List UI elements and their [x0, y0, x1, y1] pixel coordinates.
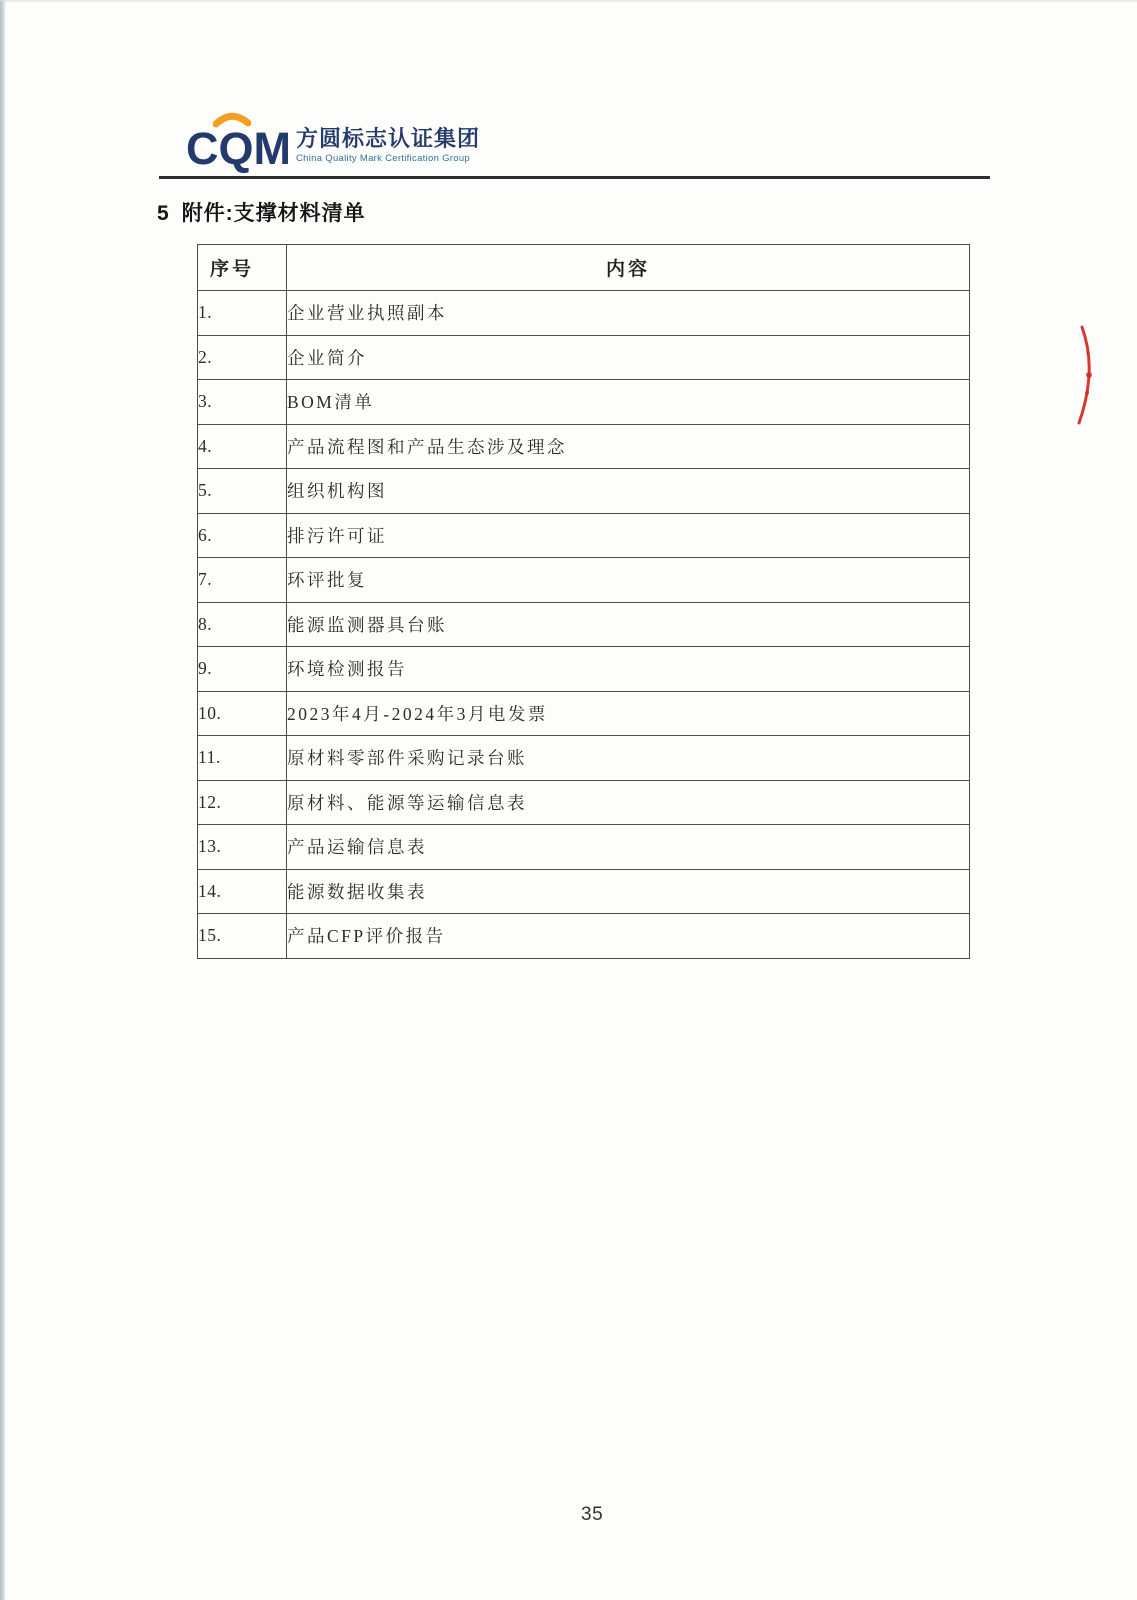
table-row — [198, 513, 970, 558]
header-cell-content: 内容 — [287, 245, 970, 291]
red-pen-mark — [1070, 323, 1102, 427]
row-content-cell: 企业营业执照副本 — [287, 291, 970, 336]
table-row — [198, 558, 970, 603]
row-content-cell: 原材料零部件采购记录台账 — [287, 736, 970, 781]
row-content-cell: 组织机构图 — [287, 469, 970, 514]
row-number-cell: 2. — [198, 335, 287, 380]
row-content-cell: 环境检测报告 — [287, 647, 970, 692]
row-number-cell: 3. — [198, 380, 287, 425]
row-number-cell: 8. — [198, 602, 287, 647]
row-number-cell: 15. — [198, 914, 287, 959]
row-number-cell: 7. — [198, 558, 287, 603]
row-content-cell: 能源监测器具台账 — [287, 602, 970, 647]
section-heading — [157, 197, 366, 227]
logo-names — [296, 126, 480, 165]
row-number-cell: 1. — [198, 291, 287, 336]
row-content-cell: 产品CFP评价报告 — [287, 914, 970, 959]
table-row — [198, 291, 970, 336]
header-cell-number: 序号 — [198, 245, 287, 291]
section-number: 5 — [157, 202, 170, 225]
page-number: 35 — [581, 1504, 604, 1525]
row-number-cell: 10. — [198, 691, 287, 736]
row-content-cell: BOM清单 — [287, 380, 970, 425]
table-row — [198, 691, 970, 736]
logo-acronym: CQM — [186, 123, 291, 174]
table-row — [198, 825, 970, 870]
row-content-cell: 产品流程图和产品生态涉及理念 — [287, 424, 970, 469]
scan-edge-left — [0, 0, 6, 1600]
row-number-cell: 12. — [198, 780, 287, 825]
table-row — [198, 424, 970, 469]
row-number-cell: 14. — [198, 869, 287, 914]
supporting-materials-table — [197, 244, 970, 959]
row-number-cell: 9. — [198, 647, 287, 692]
table-row — [198, 469, 970, 514]
table-header-row — [198, 245, 970, 291]
table-row — [198, 647, 970, 692]
table-row — [198, 780, 970, 825]
table-row — [198, 335, 970, 380]
row-content-cell: 环评批复 — [287, 558, 970, 603]
row-number-cell: 5. — [198, 469, 287, 514]
table-row — [198, 602, 970, 647]
row-number-cell: 6. — [198, 513, 287, 558]
row-content-cell: 原材料、能源等运输信息表 — [287, 780, 970, 825]
row-number-cell: 11. — [198, 736, 287, 781]
table-row — [198, 736, 970, 781]
scan-edge-top — [0, 0, 1137, 3]
row-content-cell: 2023年4月-2024年3月电发票 — [287, 691, 970, 736]
logo-name-english: China Quality Mark Certification Group — [296, 153, 471, 165]
table-row — [198, 914, 970, 959]
header-divider-rule — [159, 176, 990, 179]
row-content-cell: 能源数据收集表 — [287, 869, 970, 914]
row-number-cell: 4. — [198, 424, 287, 469]
row-number-cell: 13. — [198, 825, 287, 870]
row-content-cell: 企业简介 — [287, 335, 970, 380]
table-row — [198, 380, 970, 425]
table-row — [198, 869, 970, 914]
row-content-cell: 排污许可证 — [287, 513, 970, 558]
row-content-cell: 产品运输信息表 — [287, 825, 970, 870]
section-title: 附件:支撑材料清单 — [181, 202, 366, 225]
logo-name-chinese: 方圆标志认证集团 — [296, 126, 481, 151]
